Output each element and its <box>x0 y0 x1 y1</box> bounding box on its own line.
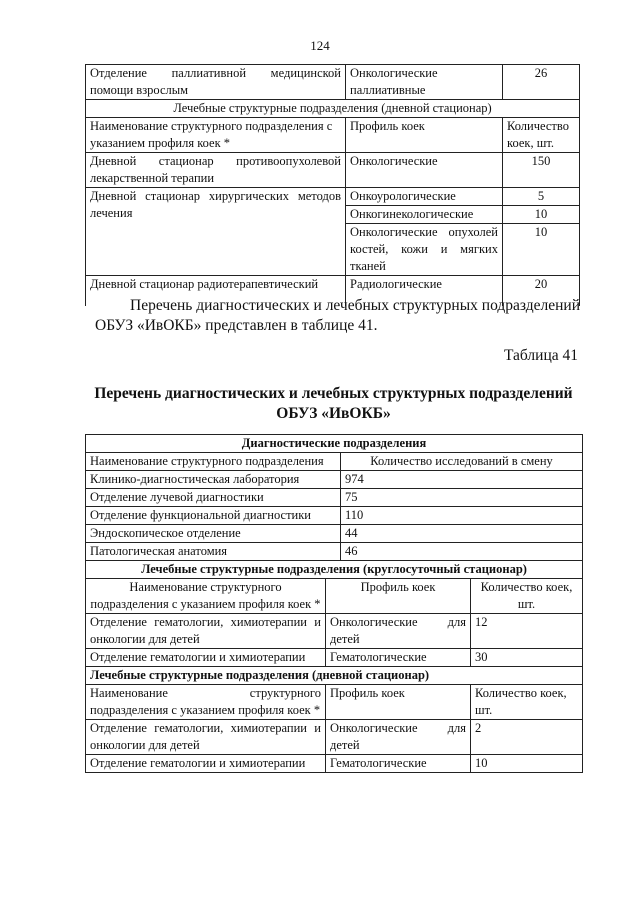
header-name: Наименование структурного подразделения с указанием профиля коек * <box>86 685 326 720</box>
table-row <box>86 755 583 773</box>
cell-profile: Онкоурологические <box>346 188 503 206</box>
cell-name: Отделение лучевой диагностики <box>86 489 341 507</box>
table-number: Таблица 41 <box>503 347 578 364</box>
page-number: 124 <box>310 38 330 53</box>
cell-profile: Онкологические <box>346 153 503 188</box>
cell-profile: Онкологические опухолей костей, кожи и мягких тканей <box>346 224 503 276</box>
header-count: Количество исследований в смену <box>341 453 583 471</box>
table-row <box>86 489 583 507</box>
cell-name: Отделение функциональной диагностики <box>86 507 341 525</box>
cell-count: 30 <box>471 649 583 667</box>
table-row <box>86 507 583 525</box>
header-name: Наименование структурного подразделения <box>86 453 341 471</box>
table-header-row <box>86 453 583 471</box>
cell-count: 974 <box>341 471 583 489</box>
table-row <box>86 65 580 100</box>
cell-name: Дневной стационар радиотерапевтический <box>86 276 346 306</box>
cell-count: 46 <box>341 543 583 561</box>
table-day-hospital-continued <box>85 64 580 306</box>
header-profile: Профиль коек <box>346 118 503 153</box>
table-title: Перечень диагностических и лечебных структурных подразделений ОБУЗ «ИвОКБ» <box>94 385 573 422</box>
cell-count: 10 <box>503 224 580 276</box>
cell-count: 110 <box>341 507 583 525</box>
cell-profile: Радиологические <box>346 276 503 306</box>
cell-profile: Онкологические для детей <box>326 720 471 755</box>
cell-profile: Онкологические для детей <box>326 614 471 649</box>
table-header-row <box>86 118 580 153</box>
cell-count: 20 <box>503 276 580 306</box>
table-row <box>86 153 580 188</box>
cell-name: Дневной стационар противоопухолевой лекарственной терапии <box>86 153 346 188</box>
section-header-round-the-clock: Лечебные структурные подразделения (круглосуточный стационар) <box>86 561 583 579</box>
cell-count: 12 <box>471 614 583 649</box>
section-header-day-hospital: Лечебные структурные подразделения (дневной стационар) <box>86 667 583 685</box>
cell-name: Отделение гематологии, химиотерапии и онкологии для детей <box>86 614 326 649</box>
header-count: Количество коек, шт. <box>471 685 583 720</box>
cell-name: Отделение гематологии и химиотерапии <box>86 755 326 773</box>
cell-name: Патологическая анатомия <box>86 543 341 561</box>
header-profile: Профиль коек <box>326 579 471 614</box>
table-header-row <box>86 685 583 720</box>
table-row <box>86 649 583 667</box>
section-header: Лечебные структурные подразделения (дневной стационар) <box>86 100 580 118</box>
cell-count: 10 <box>503 206 580 224</box>
cell-count: 5 <box>503 188 580 206</box>
header-name: Наименование структурного подразделения с указанием профиля коек * <box>86 118 346 153</box>
header-count: Количество коек, шт. <box>503 118 580 153</box>
cell-count: 75 <box>341 489 583 507</box>
table-41 <box>85 434 583 773</box>
cell-profile: Гематологические <box>326 649 471 667</box>
header-profile: Профиль коек <box>326 685 471 720</box>
cell-count: 10 <box>471 755 583 773</box>
cell-count: 44 <box>341 525 583 543</box>
cell-profile: Онкогинекологические <box>346 206 503 224</box>
section-header-diagnostic: Диагностические подразделения <box>86 435 583 453</box>
cell-name: Эндоскопическое отделение <box>86 525 341 543</box>
cell-count: 26 <box>503 65 580 100</box>
cell-profile: Онкологические паллиативные <box>346 65 503 100</box>
table-row <box>86 614 583 649</box>
table-row <box>86 720 583 755</box>
cell-name: Отделение паллиативной медицинской помощи взрослым <box>86 65 346 100</box>
table-header-row <box>86 579 583 614</box>
header-name: Наименование структурного подразделения с указанием профиля коек * <box>86 579 326 614</box>
cell-profile: Гематологические <box>326 755 471 773</box>
cell-name: Клинико-диагностическая лаборатория <box>86 471 341 489</box>
cell-name: Дневной стационар хирургических методов лечения <box>86 188 346 276</box>
table-row <box>86 471 583 489</box>
table-row <box>86 543 583 561</box>
paragraph: Перечень диагностических и лечебных структурных подразделений ОБУЗ «ИвОКБ» представлен в таблице 41. <box>95 297 580 334</box>
cell-name: Отделение гематологии, химиотерапии и онкологии для детей <box>86 720 326 755</box>
table-row <box>86 188 580 206</box>
cell-name: Отделение гематологии и химиотерапии <box>86 649 326 667</box>
cell-count: 150 <box>503 153 580 188</box>
cell-count: 2 <box>471 720 583 755</box>
header-count: Количество коек, шт. <box>471 579 583 614</box>
table-row <box>86 525 583 543</box>
